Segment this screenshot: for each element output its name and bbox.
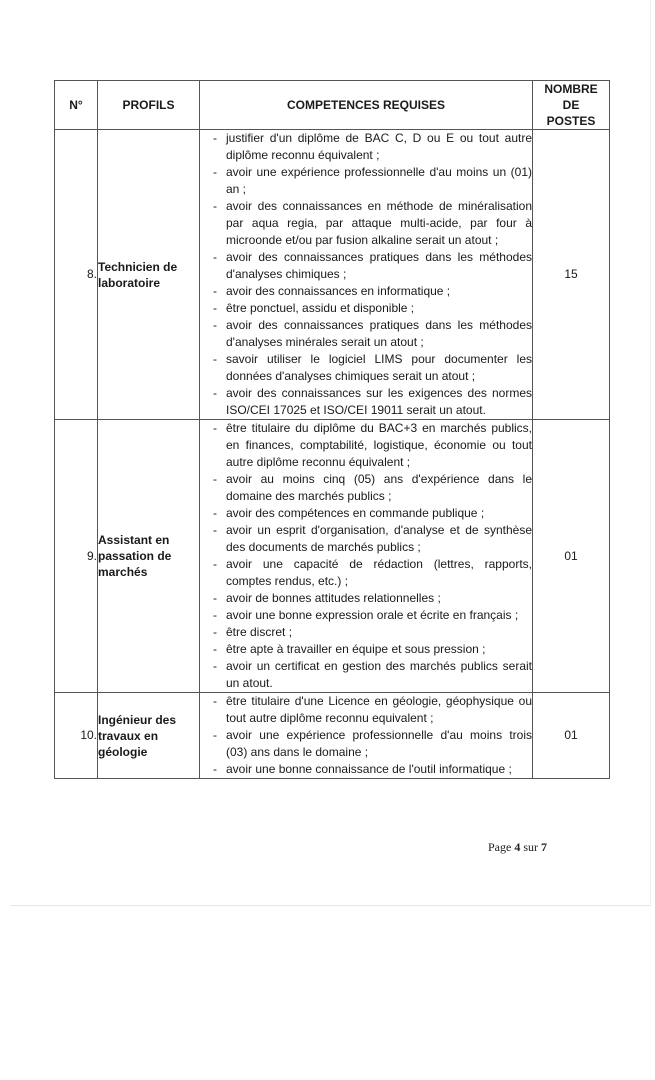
table-row bbox=[55, 420, 610, 693]
profile-title: Ingénieur des travaux en géologie bbox=[98, 693, 200, 779]
skill-item: - être apte à travailler en équipe et sous pression ; bbox=[200, 641, 532, 658]
page-footer: Page 4 sur 7 bbox=[488, 840, 547, 854]
skill-item: - être titulaire du diplôme du BAC+3 en marchés publics, en finances, comptabilité, logistique, économie ou tout autre diplôme reconnu équivalent ; bbox=[200, 420, 532, 471]
skill-item: - avoir des connaissances en informatique ; bbox=[200, 283, 532, 300]
skill-item: - avoir au moins cinq (05) ans d'expérience dans le domaine des marchés publics ; bbox=[200, 471, 532, 505]
skill-item: - avoir des connaissances sur les exigences des normes ISO/CEI 17025 et ISO/CEI 19011 serait un atout. bbox=[200, 385, 532, 419]
skill-item: - avoir des connaissances pratiques dans les méthodes d'analyses chimiques ; bbox=[200, 249, 532, 283]
skill-item: - avoir un esprit d'organisation, d'analyse et de synthèse des documents de marchés publics ; bbox=[200, 522, 532, 556]
skill-item: - être ponctuel, assidu et disponible ; bbox=[200, 300, 532, 317]
skill-item: - avoir une bonne connaissance de l'outil informatique ; bbox=[200, 761, 532, 778]
table-row bbox=[55, 130, 610, 420]
skill-item: - avoir de bonnes attitudes relationnelles ; bbox=[200, 590, 532, 607]
skill-item: - avoir une expérience professionnelle d'au moins un (01) an ; bbox=[200, 164, 532, 198]
row-number: 8. bbox=[55, 130, 98, 420]
positions-count: 01 bbox=[533, 420, 610, 693]
row-number: 9. bbox=[55, 420, 98, 693]
profile-title: Assistant en passation de marchés bbox=[98, 420, 200, 693]
header-number: N° bbox=[55, 81, 98, 130]
skill-item: - avoir des connaissances pratiques dans les méthodes d'analyses minérales serait un atout ; bbox=[200, 317, 532, 351]
skill-item: - avoir une expérience professionnelle d'au moins trois (03) ans dans le domaine ; bbox=[200, 727, 532, 761]
skill-item: - avoir des connaissances en méthode de minéralisation par aqua regia, par attaque multi-acide, par four à microonde et/ou par fusion alkaline serait un atout ; bbox=[200, 198, 532, 249]
row-number: 10. bbox=[55, 693, 98, 779]
header-number-of-positions: NOMBRE DE POSTES bbox=[533, 81, 610, 130]
skills-cell bbox=[200, 130, 533, 420]
skill-item: - avoir une capacité de rédaction (lettres, rapports, comptes rendus, etc.) ; bbox=[200, 556, 532, 590]
skills-cell bbox=[200, 420, 533, 693]
table-row bbox=[55, 693, 610, 779]
skill-item: - avoir une bonne expression orale et écrite en français ; bbox=[200, 607, 532, 624]
skill-item: - avoir un certificat en gestion des marchés publics serait un atout. bbox=[200, 658, 532, 692]
header-profiles: PROFILS bbox=[98, 81, 200, 130]
skill-item: - être titulaire d'une Licence en géologie, géophysique ou tout autre diplôme reconnu equivalent ; bbox=[200, 693, 532, 727]
skills-list bbox=[200, 693, 532, 778]
header-required-skills: COMPETENCES REQUISES bbox=[200, 81, 533, 130]
skill-item: - avoir des compétences en commande publique ; bbox=[200, 505, 532, 522]
positions-count: 15 bbox=[533, 130, 610, 420]
table-header-row bbox=[55, 81, 610, 130]
skill-item: - être discret ; bbox=[200, 624, 532, 641]
skill-item: - savoir utiliser le logiciel LIMS pour documenter les données d'analyses chimiques serait un atout ; bbox=[200, 351, 532, 385]
skills-list bbox=[200, 130, 532, 419]
skills-cell bbox=[200, 693, 533, 779]
job-requirements-table bbox=[54, 80, 610, 779]
positions-count: 01 bbox=[533, 693, 610, 779]
skill-item: - justifier d'un diplôme de BAC C, D ou E ou tout autre diplôme reconnu équivalent ; bbox=[200, 130, 532, 164]
skills-list bbox=[200, 420, 532, 692]
profile-title: Technicien de laboratoire bbox=[98, 130, 200, 420]
